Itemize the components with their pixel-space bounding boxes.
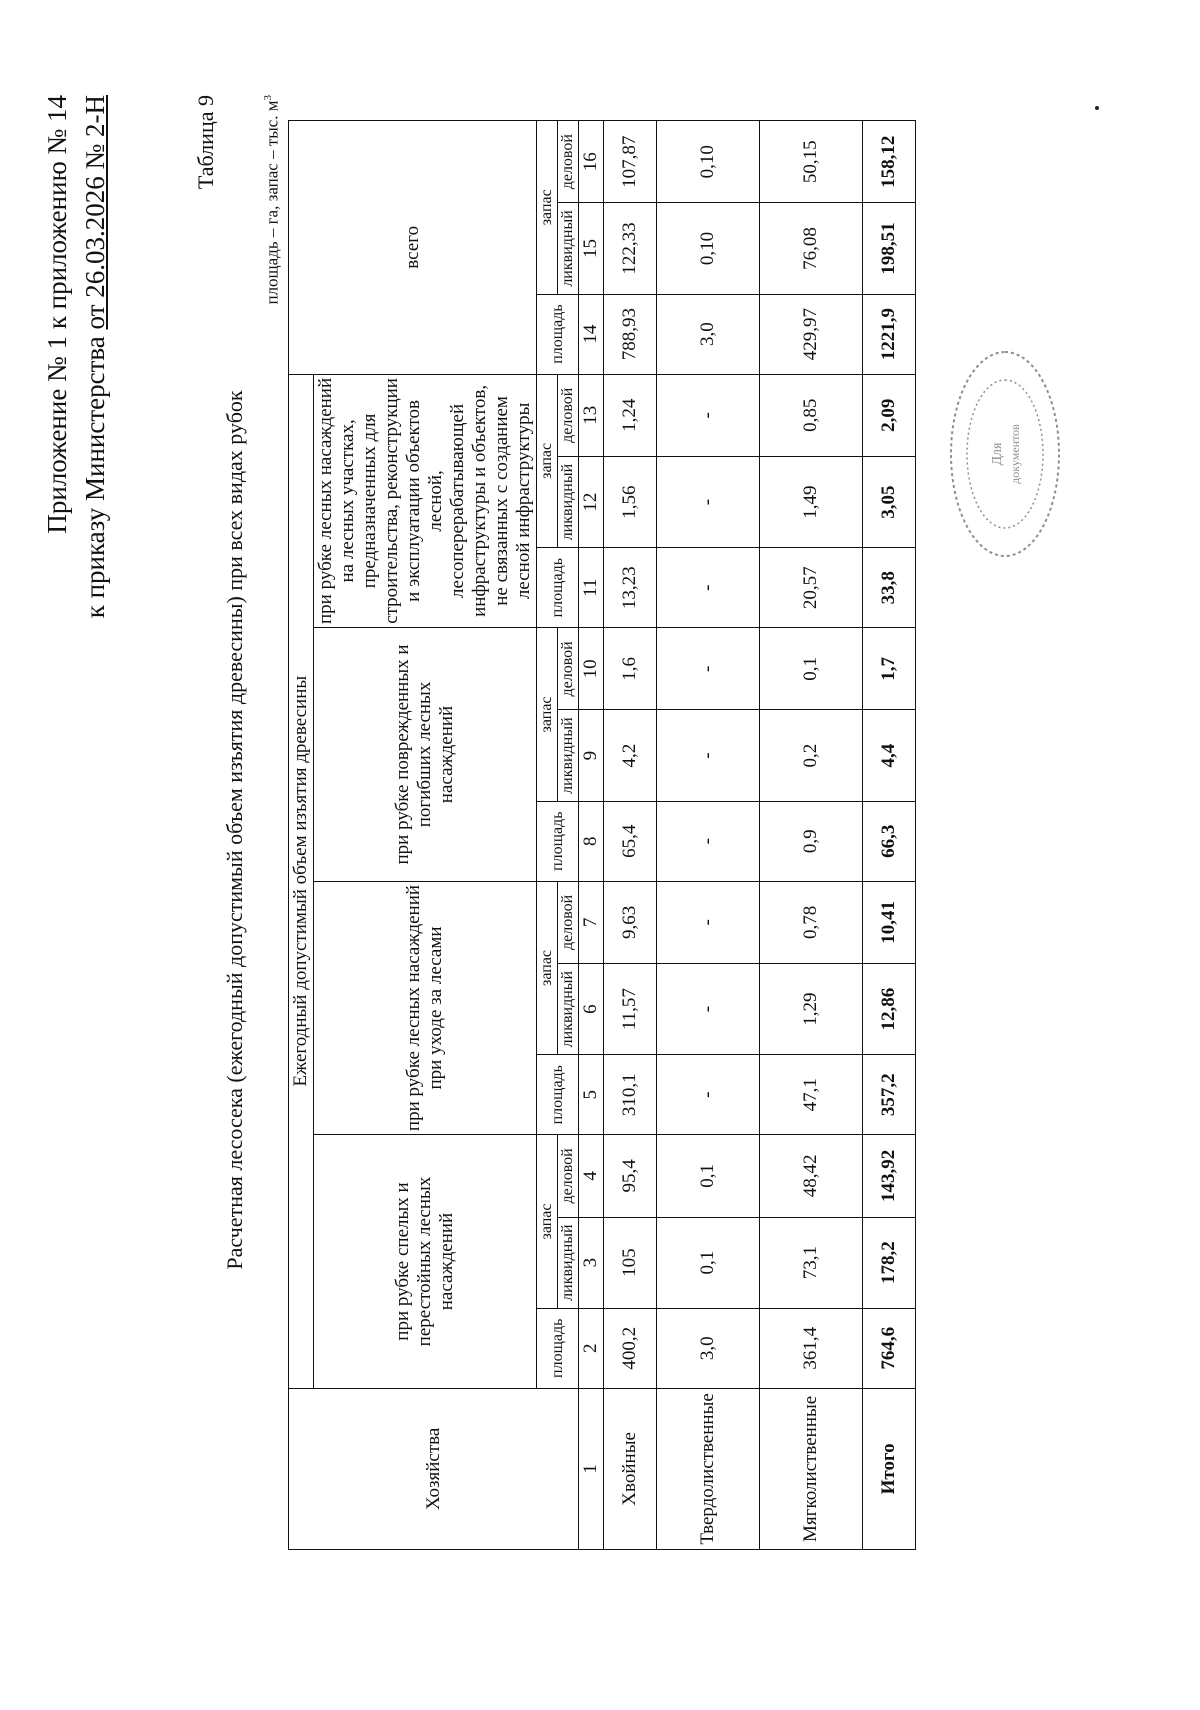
table-cell: - bbox=[657, 881, 760, 963]
data-table bbox=[288, 120, 916, 1550]
document-header bbox=[38, 95, 114, 618]
table-cell: 4,4 bbox=[863, 710, 916, 801]
table-cell: 9,63 bbox=[604, 881, 657, 963]
col-number: 8 bbox=[579, 801, 604, 881]
header-stock-4: запас bbox=[537, 374, 558, 548]
col-number: 2 bbox=[579, 1308, 604, 1388]
header-line-2-prefix: к приказу Министерства bbox=[80, 329, 110, 619]
header-line-2 bbox=[76, 95, 114, 618]
column-number-row bbox=[579, 121, 604, 1550]
header-business-3: деловой bbox=[558, 628, 579, 710]
table-cell: 76,08 bbox=[760, 203, 863, 294]
table-cell: 764,6 bbox=[863, 1308, 916, 1388]
table-cell: 2,09 bbox=[863, 374, 916, 456]
table-cell: 33,8 bbox=[863, 548, 916, 628]
units-superscript: 3 bbox=[262, 95, 274, 101]
col-number: 11 bbox=[579, 548, 604, 628]
header-stock-5: запас bbox=[537, 121, 558, 295]
table-cell: 122,33 bbox=[604, 203, 657, 294]
table-cell: 105 bbox=[604, 1217, 657, 1308]
header-group-mature: при рубке спелых и перестойных лесных насаждений bbox=[314, 1135, 537, 1389]
table-cell: - bbox=[657, 710, 760, 801]
table-cell: 178,2 bbox=[863, 1217, 916, 1308]
header-group-damaged: при рубке поврежденных и погибших лесных насаждений bbox=[314, 628, 537, 882]
units-note bbox=[262, 95, 283, 305]
header-group-care: при рубке лесных насаждений при уходе за лесами bbox=[314, 881, 537, 1135]
table-cell: 4,2 bbox=[604, 710, 657, 801]
header-area-2: площадь bbox=[537, 1055, 579, 1135]
header-stock-3: запас bbox=[537, 628, 558, 801]
table-cell: 198,51 bbox=[863, 203, 916, 294]
table-cell: - bbox=[657, 374, 760, 456]
table-cell: 3,0 bbox=[657, 1308, 760, 1388]
table-cell: 0,9 bbox=[760, 801, 863, 881]
table-cell: 95,4 bbox=[604, 1135, 657, 1217]
units-text: площадь – га, запас – тыс. м bbox=[262, 100, 282, 305]
table-row bbox=[657, 121, 760, 1550]
table-cell: 11,57 bbox=[604, 964, 657, 1055]
col-number: 12 bbox=[579, 456, 604, 547]
col-number: 16 bbox=[579, 121, 604, 203]
row-label: Итого bbox=[863, 1388, 916, 1549]
row-label: Хвойные bbox=[604, 1388, 657, 1549]
header-liquid-3: ликвидный bbox=[558, 710, 579, 801]
header-business-4: деловой bbox=[558, 374, 579, 456]
table-cell: - bbox=[657, 456, 760, 547]
table-cell: 143,92 bbox=[863, 1135, 916, 1217]
table-cell: 0,10 bbox=[657, 121, 760, 203]
table-cell: 400,2 bbox=[604, 1308, 657, 1388]
col-number: 6 bbox=[579, 964, 604, 1055]
table-cell: - bbox=[657, 801, 760, 881]
header-liquid-5: ликвидный bbox=[558, 203, 579, 294]
col-number: 15 bbox=[579, 203, 604, 294]
row-label: Твердолиственные bbox=[657, 1388, 760, 1549]
header-stock-1: запас bbox=[537, 1135, 558, 1308]
table-number: Таблица 9 bbox=[193, 95, 218, 190]
table-cell: 429,97 bbox=[760, 294, 863, 374]
order-reference: от 26.03.2026 № 2-Н bbox=[80, 95, 110, 330]
table-cell: 10,41 bbox=[863, 881, 916, 963]
table-cell: 158,12 bbox=[863, 121, 916, 203]
table-row bbox=[760, 121, 863, 1550]
header-liquid-1: ликвидный bbox=[558, 1217, 579, 1308]
scan-speck bbox=[1095, 106, 1099, 110]
table-cell: - bbox=[657, 628, 760, 710]
header-area-4: площадь bbox=[537, 548, 579, 628]
table-cell: 0,85 bbox=[760, 374, 863, 456]
stamp-text-1: Для bbox=[990, 442, 1005, 466]
header-business-2: деловой bbox=[558, 881, 579, 963]
col-number: 4 bbox=[579, 1135, 604, 1217]
table-cell: 47,1 bbox=[760, 1055, 863, 1135]
table-cell: 1,29 bbox=[760, 964, 863, 1055]
table-cell: 13,23 bbox=[604, 548, 657, 628]
table-cell: 65,4 bbox=[604, 801, 657, 881]
table-cell: 48,42 bbox=[760, 1135, 863, 1217]
header-area-5: площадь bbox=[537, 294, 579, 374]
table-cell: 1,7 bbox=[863, 628, 916, 710]
header-line-1: Приложение № 1 к приложению № 14 bbox=[42, 95, 72, 534]
table-cell: 0,78 bbox=[760, 881, 863, 963]
header-business-1: деловой bbox=[558, 1135, 579, 1217]
col-number: 3 bbox=[579, 1217, 604, 1308]
col-number: 9 bbox=[579, 710, 604, 801]
header-liquid-4: ликвидный bbox=[558, 456, 579, 547]
table-cell: 73,1 bbox=[760, 1217, 863, 1308]
table-row bbox=[604, 121, 657, 1550]
total-row bbox=[863, 121, 916, 1550]
table-title: Расчетная лесосека (ежегодный допустимый объем изъятия древесины) при всех видах рубок bbox=[222, 390, 247, 1270]
table-cell: 1221,9 bbox=[863, 294, 916, 374]
table-cell: 1,49 bbox=[760, 456, 863, 547]
table-cell: 3,0 bbox=[657, 294, 760, 374]
col-number: 13 bbox=[579, 374, 604, 456]
table-cell: 0,1 bbox=[657, 1135, 760, 1217]
table-cell: 0,2 bbox=[760, 710, 863, 801]
table-cell: 1,24 bbox=[604, 374, 657, 456]
table-cell: 66,3 bbox=[863, 801, 916, 881]
header-group-infrastructure: при рубке лесных насаждений на лесных участках, предназначенных для строительства, реконструкции и эксплуатации объектов лесной, лесоперерабатывающей инфраструктуры и объектов, не связанных с созданием лесной инфраструктуры bbox=[314, 374, 537, 628]
row-label: Мягколиственные bbox=[760, 1388, 863, 1549]
header-business-5: деловой bbox=[558, 121, 579, 203]
header-stock-2: запас bbox=[537, 881, 558, 1054]
table-cell: 107,87 bbox=[604, 121, 657, 203]
col-number: 1 bbox=[579, 1388, 604, 1549]
header-area-3: площадь bbox=[537, 801, 579, 881]
table-cell: - bbox=[657, 964, 760, 1055]
table-cell: 357,2 bbox=[863, 1055, 916, 1135]
header-area-1: площадь bbox=[537, 1308, 579, 1388]
header-farm: Хозяйства bbox=[289, 1388, 579, 1549]
stamp-text-2: документов bbox=[1008, 424, 1022, 484]
table-cell: 50,15 bbox=[760, 121, 863, 203]
table-cell: 361,4 bbox=[760, 1308, 863, 1388]
header-group-total: всего bbox=[289, 121, 537, 375]
col-number: 5 bbox=[579, 1055, 604, 1135]
table-cell: 0,10 bbox=[657, 203, 760, 294]
table-cell: 1,56 bbox=[604, 456, 657, 547]
table-cell: 3,05 bbox=[863, 456, 916, 547]
header-liquid-2: ликвидный bbox=[558, 964, 579, 1055]
table-cell: 1,6 bbox=[604, 628, 657, 710]
table-cell: - bbox=[657, 1055, 760, 1135]
table-cell: 12,86 bbox=[863, 964, 916, 1055]
col-number: 14 bbox=[579, 294, 604, 374]
table-cell: 788,93 bbox=[604, 294, 657, 374]
table-cell: 20,57 bbox=[760, 548, 863, 628]
col-number: 10 bbox=[579, 628, 604, 710]
table-cell: 0,1 bbox=[657, 1217, 760, 1308]
table-cell: 310,1 bbox=[604, 1055, 657, 1135]
header-annual-volume: Ежегодный допустимый объем изъятия древесины bbox=[289, 374, 314, 1388]
col-number: 7 bbox=[579, 881, 604, 963]
table-cell: 0,1 bbox=[760, 628, 863, 710]
seal-stamp bbox=[945, 347, 1065, 562]
table-cell: - bbox=[657, 548, 760, 628]
